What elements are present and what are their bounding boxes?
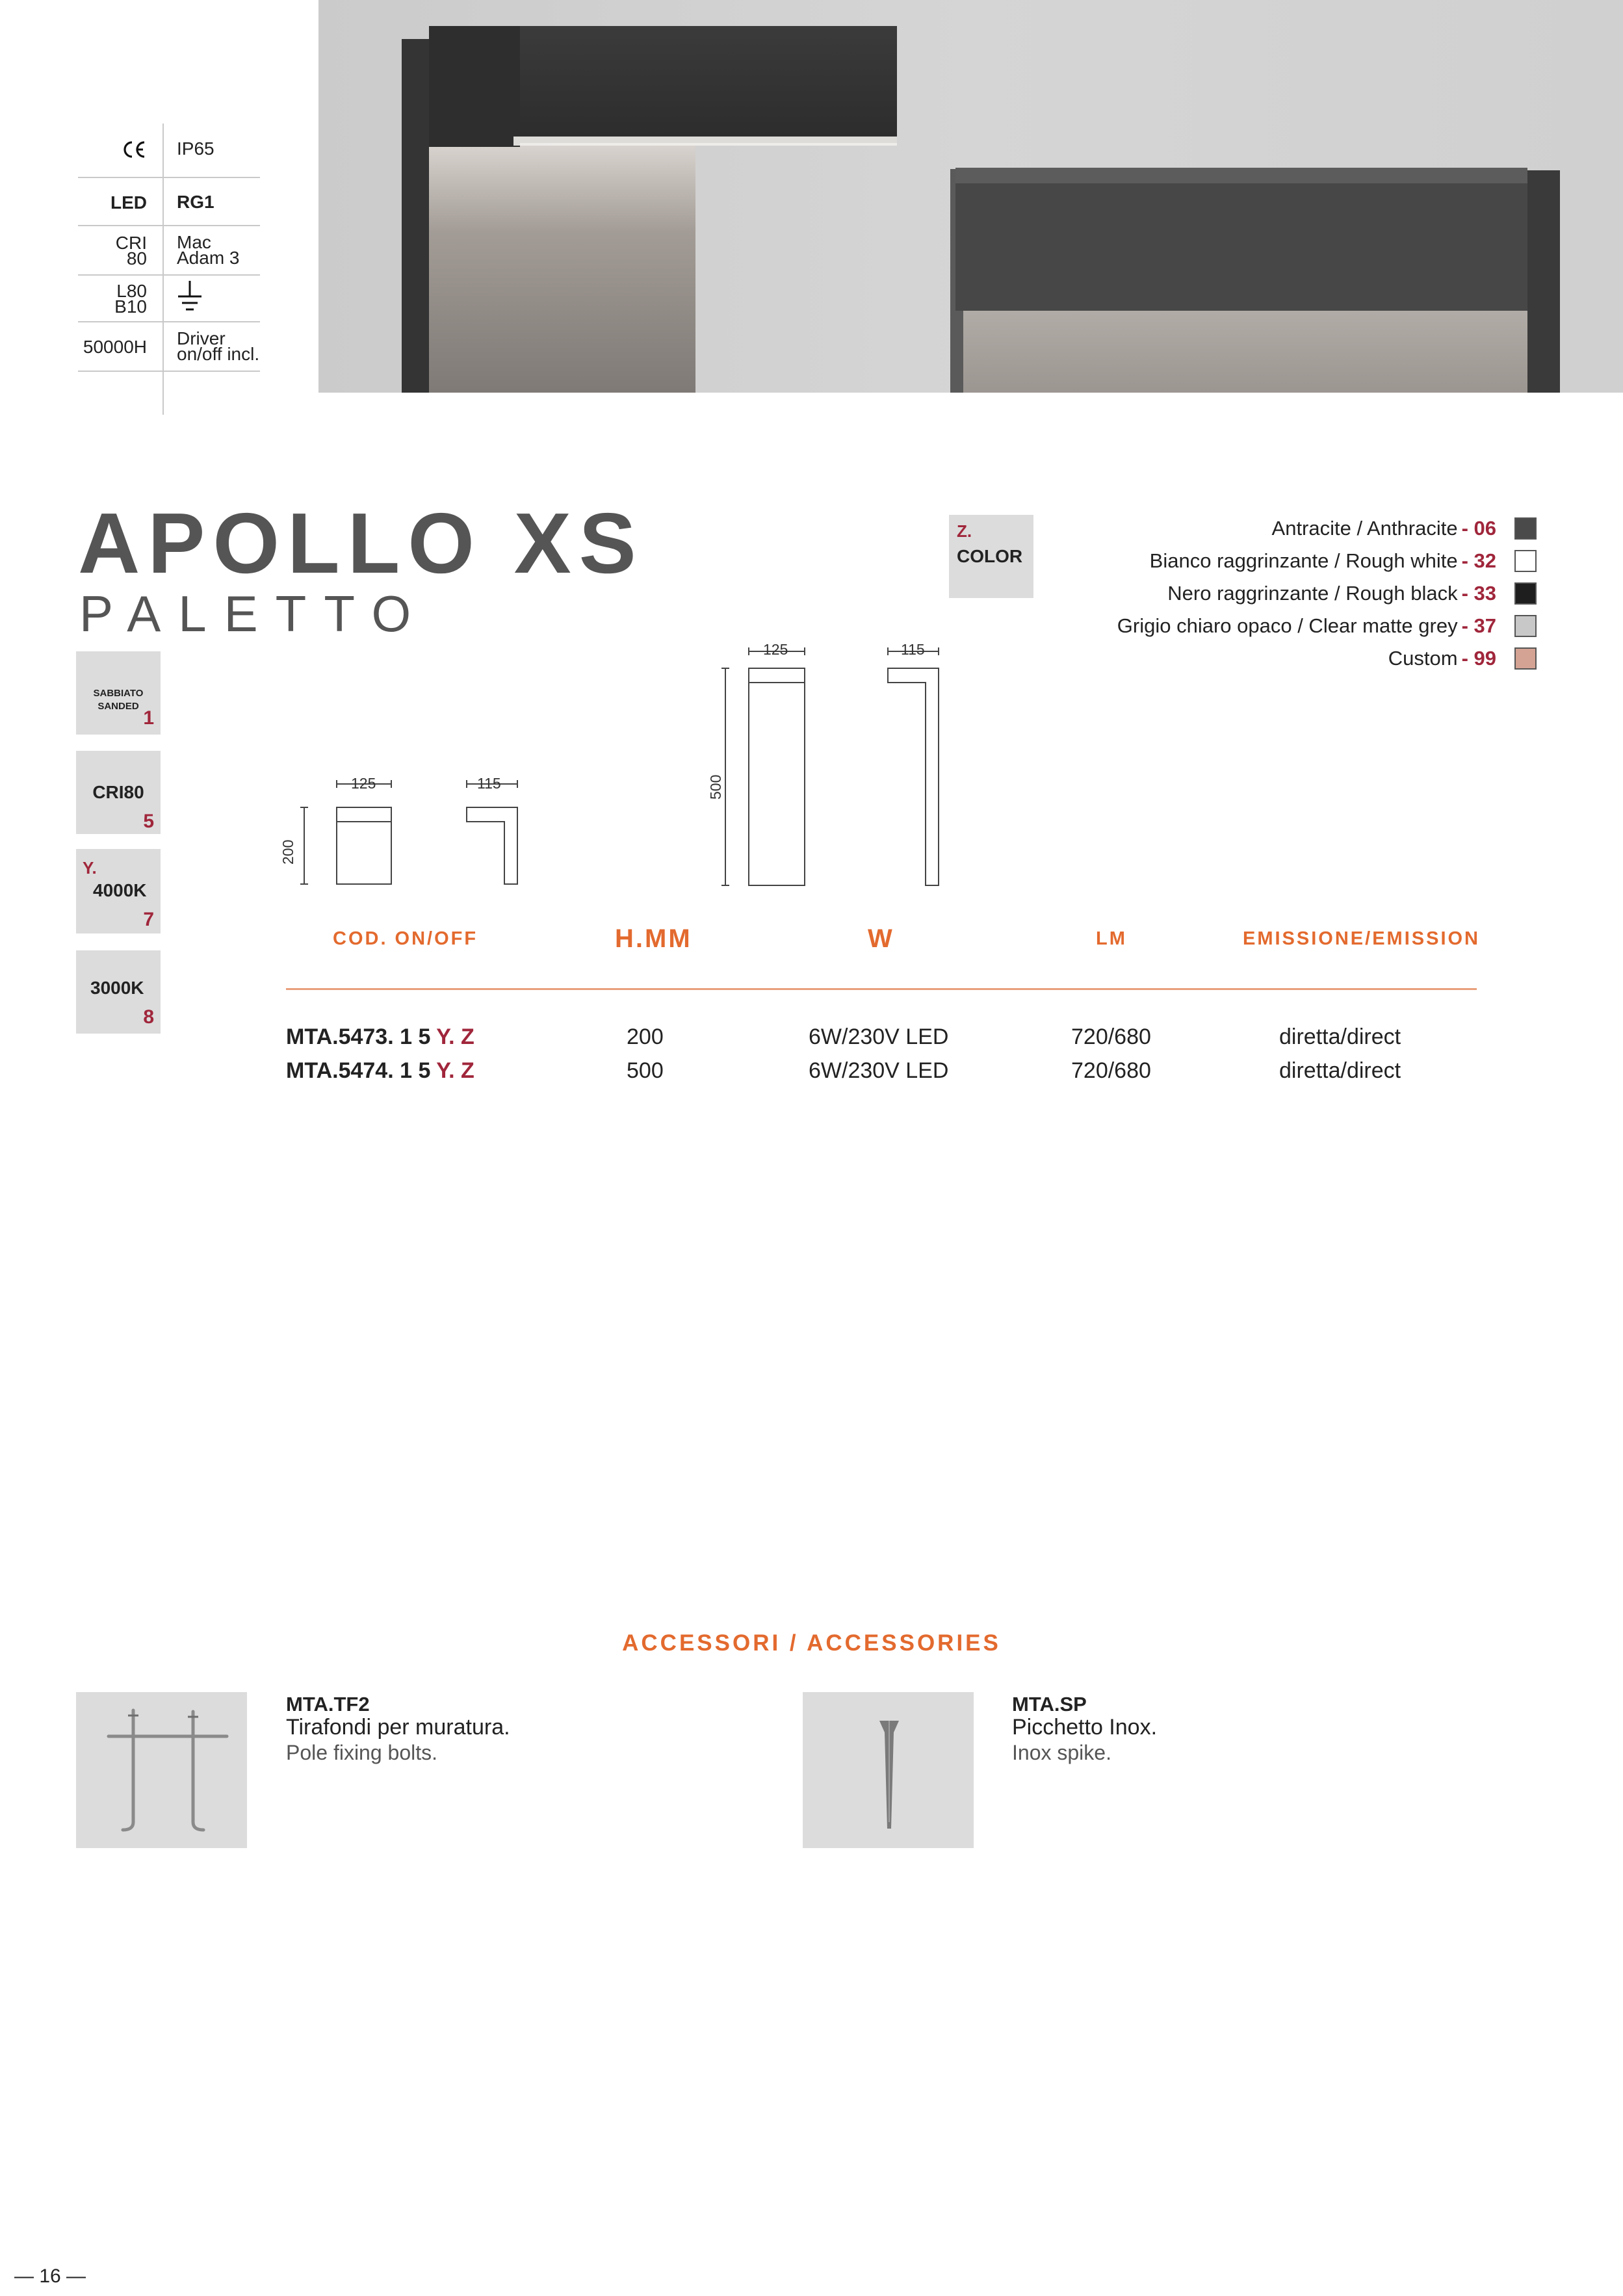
tall-height: 500 [707,774,724,800]
technical-drawings [273,637,988,910]
header-emission: EMISSIONE/EMISSION [1243,928,1480,949]
color-option-label: Antracite / Anthracite [1271,517,1458,540]
ip-rating: IP65 [177,138,214,159]
header-lumen: LM [1096,928,1127,949]
header-code: COD. ON/OFF [333,928,478,949]
page-number: — 16 — [14,2265,86,2287]
row-emission: diretta/direct [1279,1058,1401,1083]
accessory-code: MTA.SP [1012,1693,1087,1715]
small-front-body [337,807,391,884]
row-emission: diretta/direct [1279,1024,1401,1049]
row-code [286,1024,474,1050]
row-code-main: MTA.5474. 1 5 [286,1058,431,1083]
product-name: APOLLO XS [78,495,644,591]
spec-row-ip [78,124,260,178]
macadam-line1: Mac [177,232,211,252]
color-option [1117,512,1537,545]
row-code-variant: Y. Z [436,1024,474,1049]
option-badge-sanded [76,651,161,735]
accessory-image-fixing-bolts [76,1692,247,1848]
row-code-main: MTA.5473. 1 5 [286,1024,431,1049]
cri-label: CRI [115,233,147,253]
color-option [1117,577,1537,610]
option-tag-y: Y. [83,858,97,878]
option-label: CRI80 [92,782,144,802]
color-swatch [1514,550,1537,572]
color-options-list [1117,512,1537,675]
header-watt: W [868,924,894,953]
accessory-description-en: Inox spike. [1012,1741,1111,1764]
option-badge-cri80 [76,751,161,834]
tall-front-body [749,668,805,885]
accessory-code: MTA.TF2 [286,1693,370,1715]
header-height: H.MM [615,924,692,953]
color-option-code: - 32 [1461,549,1496,572]
small-front-width: 125 [351,775,376,792]
tall-side-width: 115 [901,641,925,658]
tall-front-width: 125 [763,641,788,658]
option-label: 4000K [93,880,147,900]
hero-product-photo [318,0,1623,393]
color-option [1117,610,1537,642]
small-side-body [467,807,517,884]
tall-side-body [888,668,939,885]
row-lumen: 720/680 [1071,1058,1151,1083]
row-height: 200 [627,1024,664,1049]
accessory-description-en: Pole fixing bolts. [286,1741,438,1764]
row-watt: 6W/230V LED [809,1058,949,1083]
spec-row-led [78,178,260,226]
option-badge-3000k [76,950,161,1034]
fixing-bolts-icon [76,1692,247,1848]
spike-icon [803,1692,974,1848]
driver-line2: on/off incl. [177,344,260,364]
row-lumen: 720/680 [1071,1024,1151,1049]
row-watt: 6W/230V LED [809,1024,949,1049]
option-number: 8 [143,1006,154,1028]
table-header-rule [286,988,1477,990]
color-option [1117,642,1537,675]
color-code-box [949,515,1033,598]
option-label-secondary: SANDED [97,701,139,712]
driver-line1: Driver [177,328,226,348]
option-badge-4000k [76,849,161,933]
color-swatch [1514,517,1537,540]
color-label: COLOR [957,546,1023,566]
accessory-description-it: Tirafondi per muratura. [286,1715,510,1740]
color-option-label: Bianco raggrinzante / Rough white [1149,549,1458,572]
product-subtitle: PALETTO [79,585,429,642]
l80-label: L80 [116,281,147,301]
macadam-line2: Adam 3 [177,248,240,268]
ce-icon [121,140,147,159]
spec-row-l80 [78,276,260,322]
color-option-code: - 99 [1461,647,1496,670]
lifetime-hours: 50000H [83,337,147,357]
color-option-label: Custom [1388,647,1458,670]
color-swatch [1514,647,1537,670]
spec-table [78,124,260,372]
row-code-variant: Y. Z [436,1058,474,1083]
hero-illustration [318,0,1623,393]
small-height: 200 [279,839,296,865]
option-number: 7 [143,909,154,930]
option-label: SABBIATO [93,688,144,699]
rg-rating: RG1 [177,192,214,212]
earth-ground-icon [175,280,204,317]
spec-row-hours [78,322,260,372]
b10-label: B10 [114,296,147,317]
option-number: 5 [143,811,154,832]
accessories-heading: ACCESSORI / ACCESSORIES [622,1630,1001,1656]
option-number: 1 [143,707,154,729]
color-option [1117,545,1537,577]
accessory-image-spike [803,1692,974,1848]
color-option-code: - 06 [1461,517,1496,540]
color-swatch [1514,582,1537,605]
color-option-label: Nero raggrinzante / Rough black [1167,582,1458,605]
row-code [286,1058,474,1084]
small-side-width: 115 [477,775,501,792]
row-height: 500 [627,1058,664,1083]
color-swatch [1514,615,1537,637]
cri-value: 80 [126,248,147,268]
color-option-code: - 33 [1461,582,1496,605]
option-label: 3000K [90,978,144,998]
spec-row-cri [78,226,260,276]
color-option-code: - 37 [1461,614,1496,637]
led-label: LED [110,192,147,213]
color-option-label: Grigio chiaro opaco / Clear matte grey [1117,614,1458,637]
accessory-description-it: Picchetto Inox. [1012,1715,1158,1740]
color-tag-z: Z. [957,521,972,541]
